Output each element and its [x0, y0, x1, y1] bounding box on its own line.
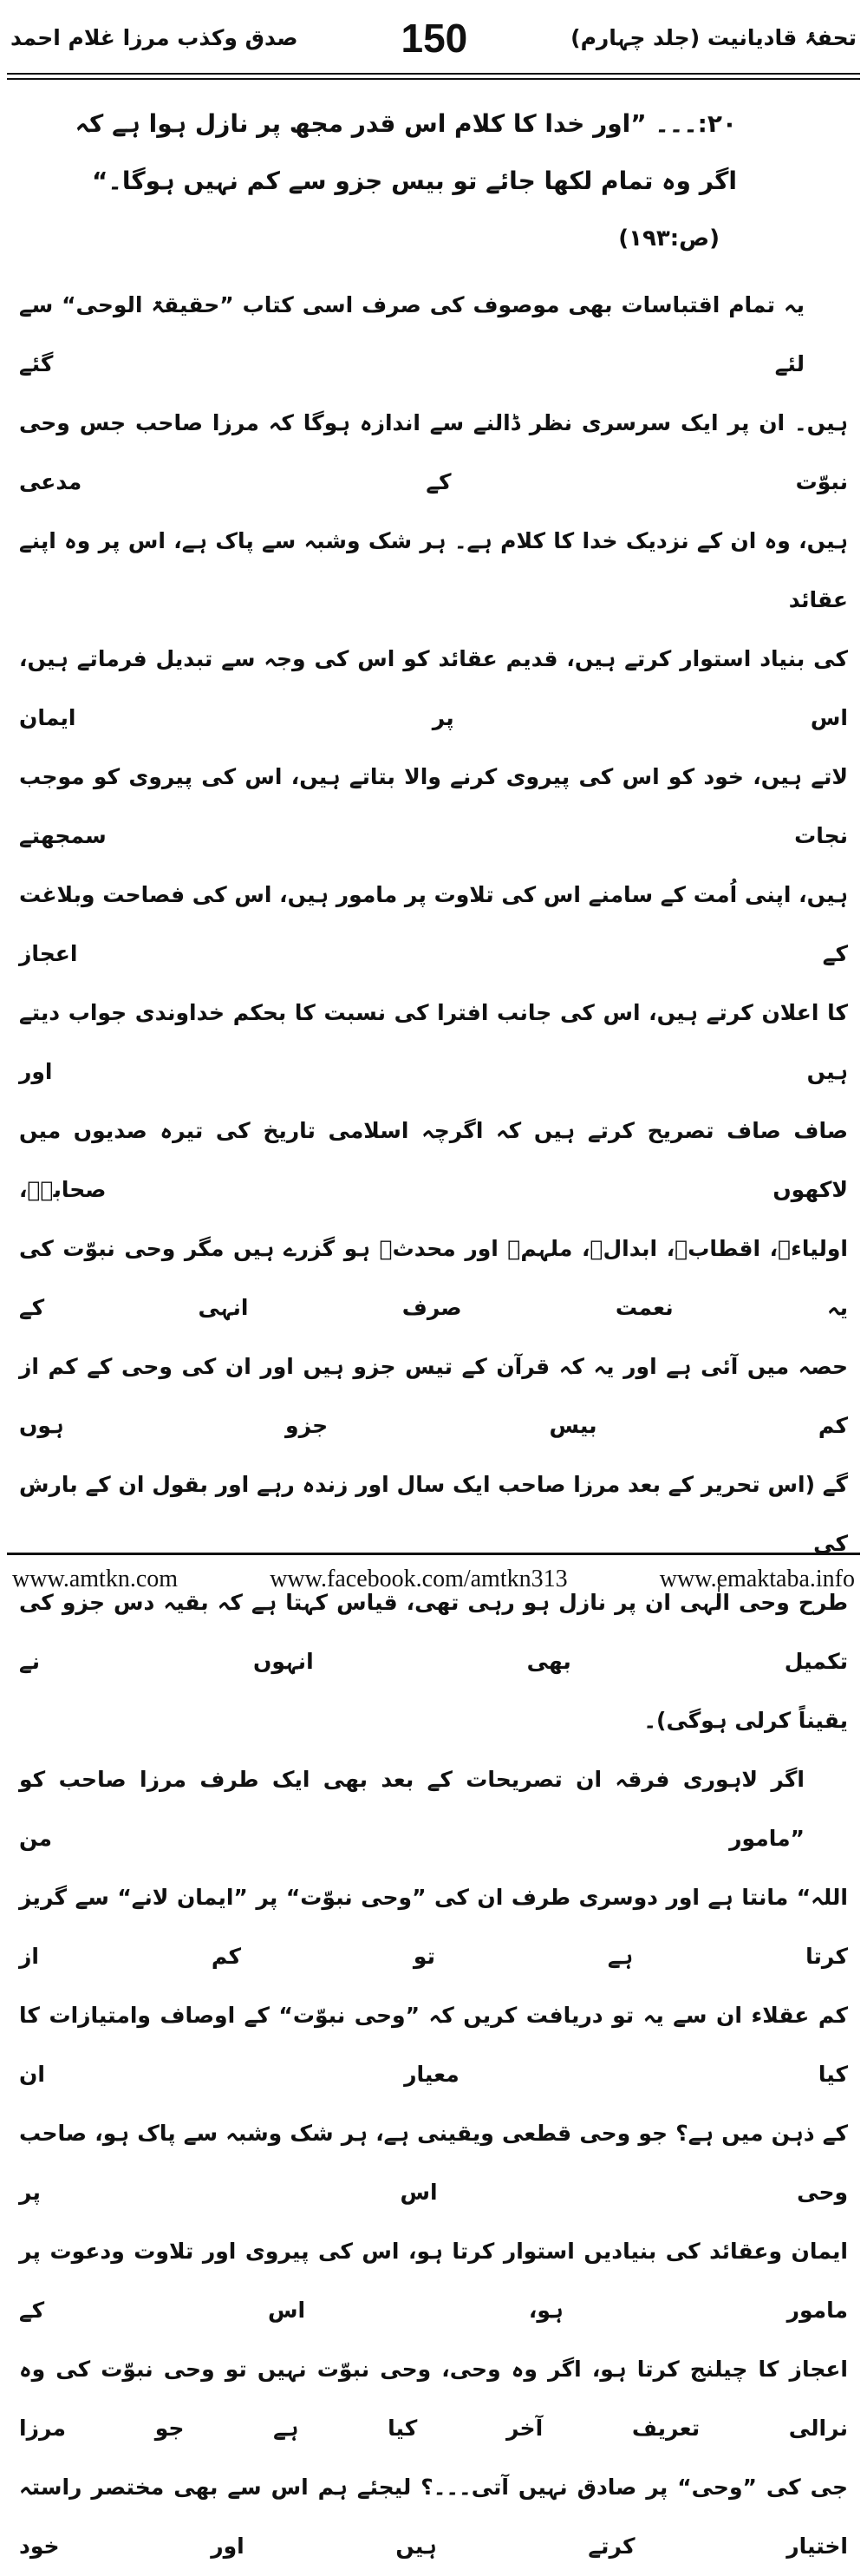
- page-number: 150: [401, 16, 468, 61]
- text-line: ہیں، اپنی اُمت کے سامنے اس کی تلاوت پر مامور ہیں، اس کی فصاحت وبلاغت کے اعجاز: [19, 882, 848, 966]
- quote-block: [69, 95, 737, 267]
- text-line: کم عقلاء ان سے یہ تو دریافت کریں کہ ”وحی نبوّت“ کے اوصاف وامتیازات کا کیا معیار ان: [19, 2003, 848, 2087]
- quote-reference: (ص:۱۹۳): [618, 226, 720, 252]
- body-text: [19, 276, 848, 2576]
- text-line: اولیاءؒ، اقطابؒ، ابدالؒ، ملہمؒ اور محدثؒ ہو گزرے ہیں مگر وحی نبوّت کی یہ نعمت صرف انہی کے: [19, 1236, 848, 1320]
- text-line: لاتے ہیں، خود کو اس کی پیروی کرنے والا بتاتے ہیں، اس کی پیروی کو موجب نجات سمجھتے: [19, 764, 848, 848]
- quote-line: اگر وہ تمام لکھا جائے تو بیس جزو سے کم نہیں ہوگا۔“: [92, 167, 737, 195]
- text-line: اعجاز کا چیلنج کرتا ہو، اگر وہ وحی، وحی نبوّت نہیں تو وحی نبوّت کی وہ نرالی تعریف آخر کیا ہے جو مرزا: [19, 2357, 848, 2441]
- text-line: طرح وحی الٰہی ان پر نازل ہو رہی تھی، قیاس کہتا ہے کہ بقیہ دس جزو کی تکمیل بھی انہوں نے: [19, 1590, 848, 1674]
- text-line: یقیناً کرلی ہوگی)۔: [643, 1708, 848, 1733]
- text-line: حصہ میں آئی ہے اور یہ کہ قرآن کے تیس جزو ہیں اور ان کی وحی کے کم از کم بیس جزو ہوں: [19, 1354, 848, 1438]
- text-line: یہ تمام اقتباسات بھی موصوف کی صرف اسی کتاب ”حقیقۃ الوحی“ سے لئے گئے: [19, 292, 805, 376]
- text-line: کا اعلان کرتے ہیں، اس کی جانب افترا کی نسبت کا بحکم خداوندی جواب دیتے ہیں اور: [19, 1000, 848, 1084]
- text-line: کی بنیاد استوار کرتے ہیں، قدیم عقائد کو اس کی وجہ سے تبدیل فرماتے ہیں، اس پر ایمان: [19, 646, 848, 730]
- footer-link-amtkn[interactable]: www.amtkn.com: [12, 1566, 179, 1592]
- quote-line: ۲۰:۔۔۔ ”اور خدا کا کلام اس قدر مجھ پر نازل ہوا ہے کہ: [75, 109, 737, 138]
- text-line: اللہ“ مانتا ہے اور دوسری طرف ان کی ”وحی نبوّت“ پر ”ایمان لانے“ سے گریز کرتا ہے تو کم از: [19, 1885, 848, 1969]
- text-line: کے ذہن میں ہے؟ جو وحی قطعی ویقینی ہے، ہر شک وشبہ سے پاک ہو، صاحب وحی اس پر: [19, 2121, 848, 2205]
- chapter-title: صدق وکذب مرزا غلام احمد: [10, 25, 298, 50]
- text-line: جی کی ”وحی“ پر صادق نہیں آتی۔۔۔؟ لیجئے ہم اس سے بھی مختصر راستہ اختیار کرتے ہیں اور خود: [19, 2475, 848, 2559]
- text-line: ایمان وعقائد کی بنیادیں استوار کرتا ہو، اس کی پیروی اور تلاوت ودعوت پر مامور ہو، اس کے: [19, 2239, 848, 2323]
- header-rule-top: [7, 73, 860, 75]
- text-line: ہیں۔ ان پر ایک سرسری نظر ڈالنے سے اندازہ ہوگا کہ مرزا صاحب جس وحی نبوّت کے مدعی: [19, 410, 848, 494]
- book-title: تحفۂ قادیانیت (جلد چہارم): [570, 25, 857, 50]
- text-line: گے (اس تحریر کے بعد مرزا صاحب ایک سال اور زندہ رہے اور بقول ان کے بارش کی: [19, 1472, 848, 1556]
- text-line: اگر لاہوری فرقہ ان تصریحات کے بعد بھی ایک طرف مرزا صاحب کو ”مامور من: [19, 1767, 805, 1851]
- page-header: [10, 12, 857, 64]
- text-line: صاف صاف تصریح کرتے ہیں کہ اگرچہ اسلامی تاریخ کی تیرہ صدیوں میں لاکھوں صحابہؓ،: [19, 1118, 848, 1202]
- page-footer: [7, 1553, 860, 1597]
- text-line: ہیں، وہ ان کے نزدیک خدا کا کلام ہے۔ ہر شک وشبہ سے پاک ہے، اس پر وہ اپنے عقائد: [19, 528, 848, 612]
- header-rule-bottom: [7, 78, 860, 80]
- footer-link-facebook[interactable]: www.facebook.com/amtkn313: [270, 1566, 568, 1592]
- footer-link-emaktaba[interactable]: www.emaktaba.info: [659, 1566, 855, 1592]
